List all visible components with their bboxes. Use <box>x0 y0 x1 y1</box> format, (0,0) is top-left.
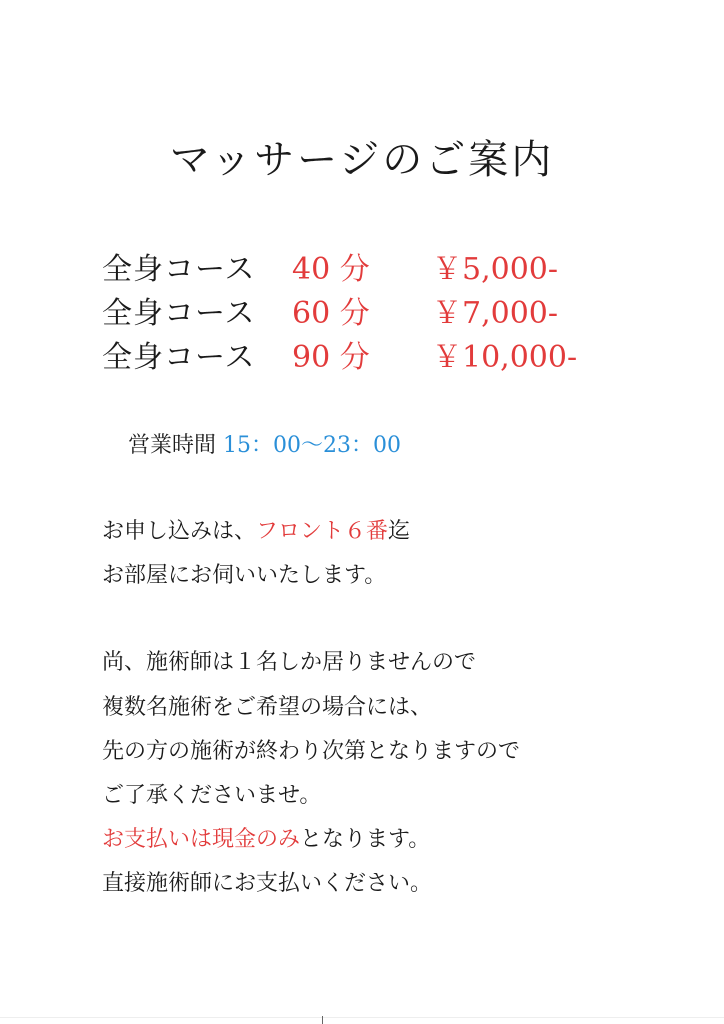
course-price: ￥10,000- <box>432 340 578 375</box>
business-hours <box>128 428 401 459</box>
booking-line-1 <box>102 514 410 550</box>
notice-line-2: 複数名施術をご希望の場合には、 <box>102 695 433 720</box>
payment-suffix: となります。 <box>300 827 431 852</box>
page-edge-line <box>0 1017 724 1018</box>
notice-line-5 <box>102 822 430 858</box>
course-name: 全身コース <box>102 252 256 287</box>
notice-line-1: 尚、施術師は１名しか居りませんので <box>102 650 477 675</box>
business-hours-value: 15：00～23：00 <box>223 433 401 458</box>
notice-line-4: ご了承くださいませ。 <box>102 783 322 808</box>
course-duration: 40 分 <box>292 252 370 287</box>
course-duration: 90 分 <box>292 340 370 375</box>
course-duration: 60 分 <box>292 296 370 331</box>
course-price: ￥5,000- <box>432 252 559 287</box>
booking-front-desk: フロント６番 <box>256 519 389 544</box>
notice-line-3: 先の方の施術が終わり次第となりますので <box>102 739 521 764</box>
business-hours-label: 営業時間 <box>128 433 217 458</box>
notice-line-6: 直接施術師にお支払いください。 <box>102 871 433 896</box>
center-tick-mark <box>322 1016 323 1024</box>
payment-cash-only: お支払いは現金のみ <box>102 827 301 852</box>
booking-prefix: お申し込みは、 <box>102 519 257 544</box>
course-name: 全身コース <box>102 340 256 375</box>
course-name: 全身コース <box>102 296 256 331</box>
page-title: マッサージのご案内 <box>169 137 555 183</box>
course-price: ￥7,000- <box>432 296 559 331</box>
booking-line-2: お部屋にお伺いいたします。 <box>102 563 387 588</box>
booking-suffix: 迄 <box>388 519 411 544</box>
